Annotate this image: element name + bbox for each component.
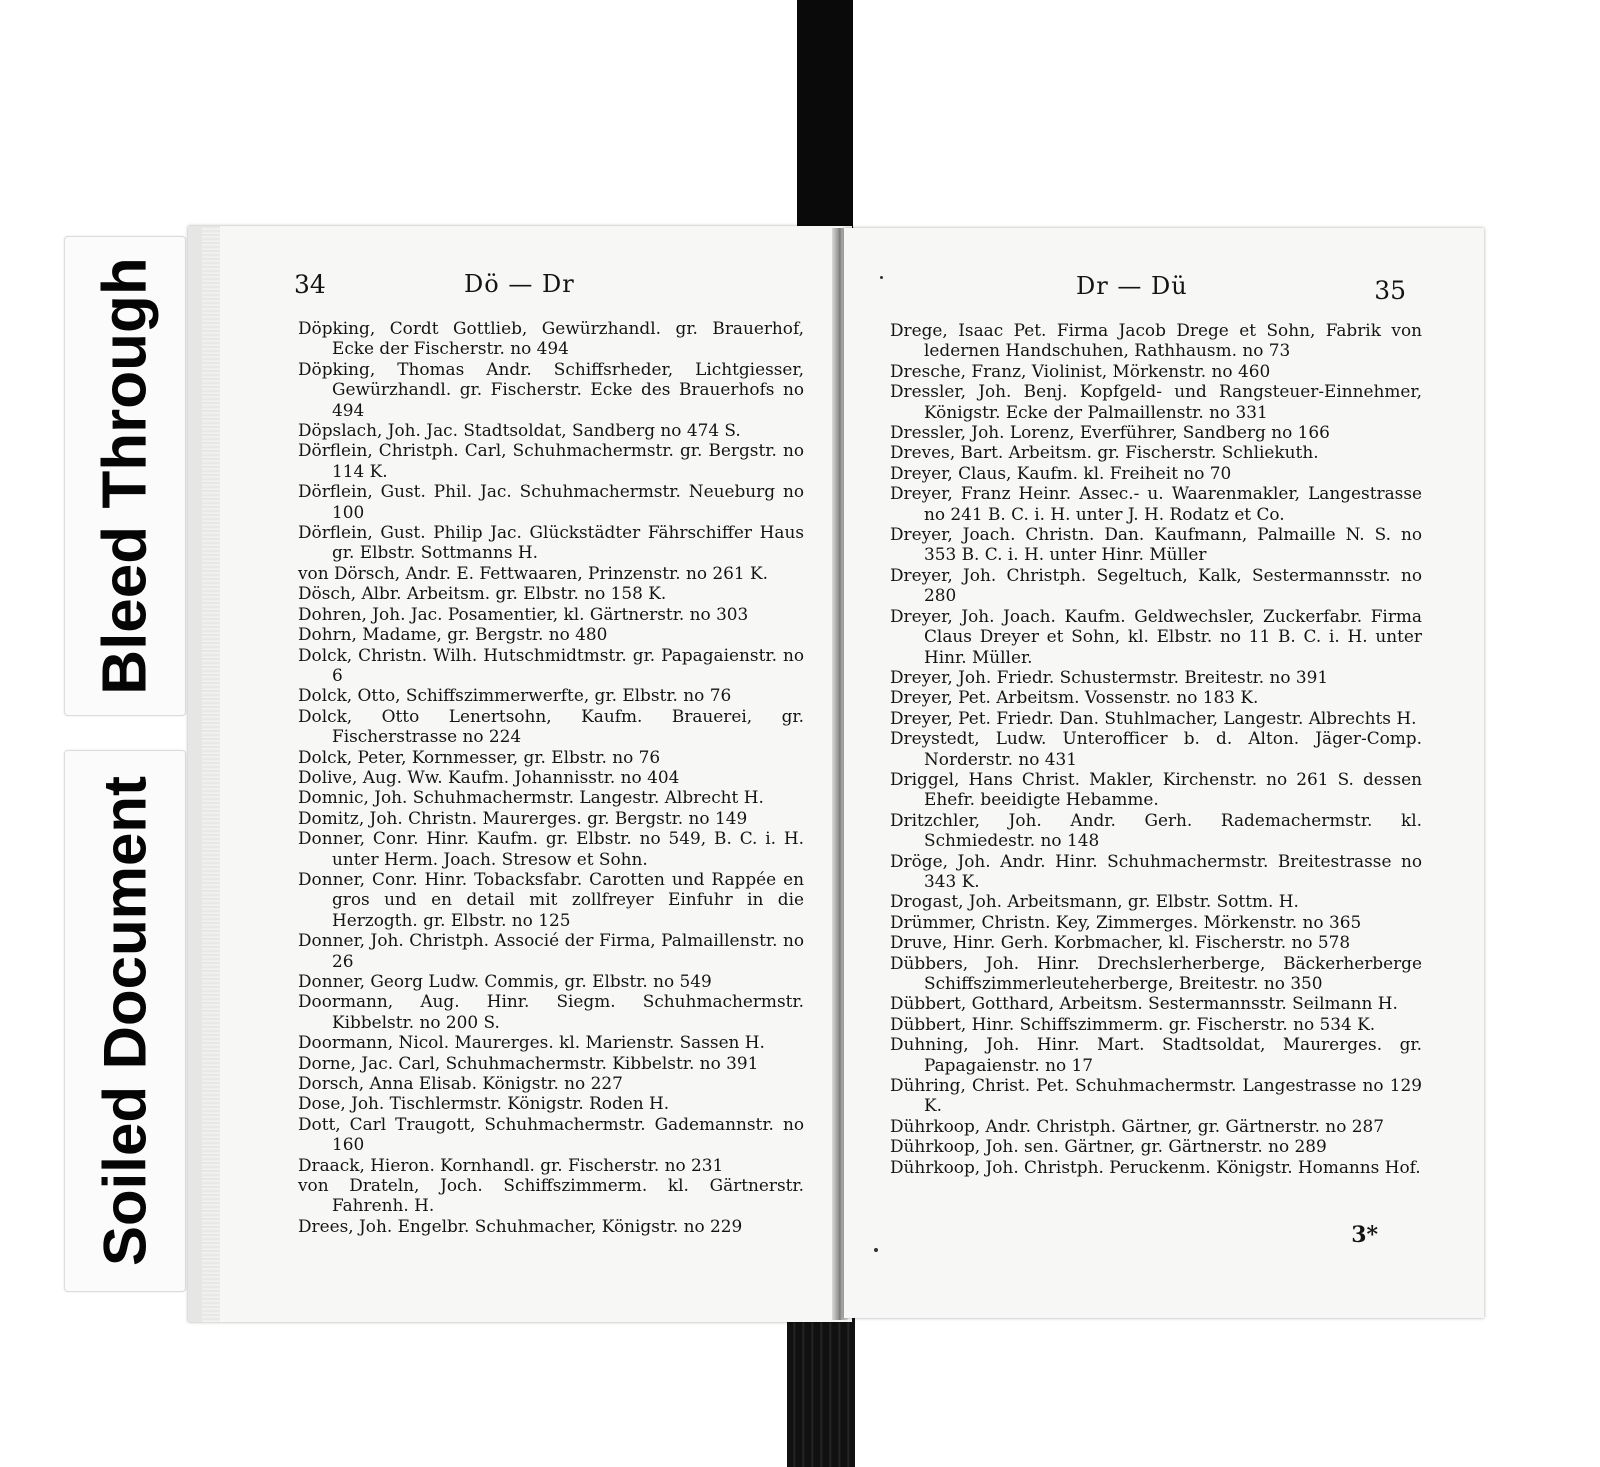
- directory-entry: Dührkoop, Andr. Christph. Gärtner, gr. Gärtnerstr. no 287: [890, 1115, 1384, 1136]
- soiled-document-tab: [64, 750, 186, 1292]
- bleed-through-tab: [64, 236, 186, 716]
- directory-entry: Domnic, Joh. Schuhmachermstr. Langestr. Albrecht H.: [298, 787, 764, 808]
- directory-entry: Draack, Hieron. Kornhandl. gr. Fischerstr. no 231: [298, 1154, 724, 1175]
- right-page: [844, 228, 1484, 1318]
- right-entry-list: [890, 320, 1422, 1177]
- directory-entry: Dübbert, Hinr. Schiffszimmerm. gr. Fischerstr. no 534 K.: [890, 1013, 1376, 1034]
- directory-entry: Dott, Carl Traugott, Schuhmachermstr. Gademannstr. no 160: [298, 1113, 804, 1155]
- directory-entry: Driggel, Hans Christ. Makler, Kirchenstr. no 261 S. dessen Ehefr. beeidigte Hebamme.: [890, 768, 1422, 810]
- directory-entry: Drees, Joh. Engelbr. Schuhmacher, Königstr. no 229: [298, 1215, 743, 1236]
- directory-entry: Döpking, Thomas Andr. Schiffsrheder, Lichtgiesser, Gewürzhandl. gr. Fischerstr. Ecke des Brauerhofs no 494: [298, 358, 804, 420]
- directory-entry: Dreyer, Joh. Friedr. Schustermstr. Breitestr. no 391: [890, 666, 1329, 687]
- directory-entry: Dübbers, Joh. Hinr. Drechslerherberge, Bäckerherberge Schiffszimmerleuteherberge, Breitestr. no 350: [890, 952, 1422, 993]
- right-page-number: 35: [1374, 276, 1406, 305]
- directory-entry: Dolck, Christn. Wilh. Hutschmidtmstr. gr. Papagaienstr. no 6: [298, 644, 804, 685]
- right-running-head: [844, 272, 1484, 308]
- directory-entry: Domitz, Joh. Christn. Maurerges. gr. Bergstr. no 149: [298, 807, 748, 828]
- directory-entry: Donner, Joh. Christph. Associé der Firma, Palmaillenstr. no 26: [298, 930, 804, 971]
- directory-entry: Dreyer, Claus, Kaufm. kl. Freiheit no 70: [890, 462, 1232, 483]
- spine-strap-bottom: [787, 1300, 855, 1467]
- soiled-document-label: Soiled Document: [91, 775, 159, 1267]
- directory-entry: Dreystedt, Ludw. Unterofficer b. d. Alton. Jäger-Comp. Norderstr. no 431: [890, 728, 1422, 769]
- directory-entry: Dose, Joh. Tischlermstr. Königstr. Roden H.: [298, 1093, 670, 1114]
- signature-mark: 3*: [1351, 1222, 1378, 1248]
- directory-entry: Dolive, Aug. Ww. Kaufm. Johannisstr. no 404: [298, 766, 680, 787]
- directory-entry: Dorsch, Anna Elisab. Königstr. no 227: [298, 1073, 623, 1094]
- directory-entry: Dolck, Peter, Kornmesser, gr. Elbstr. no 76: [298, 746, 661, 767]
- directory-entry: Dresche, Franz, Violinist, Mörkenstr. no 460: [890, 360, 1271, 381]
- left-page: [188, 226, 852, 1322]
- directory-entry: Dorne, Jac. Carl, Schuhmachermstr. Kibbelstr. no 391: [298, 1052, 759, 1073]
- directory-entry: Dreyer, Joach. Christn. Dan. Kaufmann, Palmaille N. S. no 353 B. C. i. H. unter Hinr. Müller: [890, 524, 1422, 565]
- directory-entry: Dohrn, Madame, gr. Bergstr. no 480: [298, 624, 608, 645]
- left-page-edge: [202, 226, 220, 1322]
- directory-entry: Dolck, Otto, Schiffszimmerwerfte, gr. Elbstr. no 76: [298, 685, 732, 706]
- right-head-letters: Dr — Dü: [1076, 272, 1188, 300]
- directory-entry: Dörflein, Christph. Carl, Schuhmachermstr. gr. Bergstr. no 114 K.: [298, 440, 804, 481]
- directory-entry: Dröge, Joh. Andr. Hinr. Schuhmachermstr. Breitestrasse no 343 K.: [890, 850, 1422, 891]
- directory-entry: Drege, Isaac Pet. Firma Jacob Drege et Sohn, Fabrik von ledernen Handschuhen, Rathhausm. no 73: [890, 320, 1422, 361]
- directory-entry: Dösch, Albr. Arbeitsm. gr. Elbstr. no 158 K.: [298, 583, 667, 604]
- directory-entry: Dritzchler, Joh. Andr. Gerh. Rademachermstr. kl. Schmiedestr. no 148: [890, 809, 1422, 851]
- directory-entry: Dörflein, Gust. Phil. Jac. Schuhmachermstr. Neueburg no 100: [298, 481, 804, 522]
- directory-entry: Donner, Georg Ludw. Commis, gr. Elbstr. no 549: [298, 971, 712, 991]
- directory-entry: Dreyer, Joh. Christph. Segeltuch, Kalk, Sestermannsstr. no 280: [890, 564, 1422, 606]
- directory-entry: Dressler, Joh. Benj. Kopfgeld- und Rangsteuer-Einnehmer, Königstr. Ecke der Palmaillenstr. no 331: [890, 381, 1422, 422]
- soil-speck: [880, 276, 883, 279]
- directory-entry: von Dörsch, Andr. E. Fettwaaren, Prinzenstr. no 261 K.: [298, 562, 768, 583]
- directory-entry: Donner, Conr. Hinr. Kaufm. gr. Elbstr. no 549, B. C. i. H. unter Herm. Joach. Stresow et Sohn.: [298, 828, 804, 869]
- directory-entry: Doormann, Nicol. Maurerges. kl. Marienstr. Sassen H.: [298, 1032, 765, 1053]
- directory-entry: Dressler, Joh. Lorenz, Everführer, Sandberg no 166: [890, 422, 1330, 443]
- directory-entry: Doormann, Aug. Hinr. Siegm. Schuhmachermstr. Kibbelstr. no 200 S.: [298, 991, 804, 1032]
- directory-entry: Dühring, Christ. Pet. Schuhmachermstr. Langestrasse no 129 K.: [890, 1075, 1422, 1116]
- directory-entry: Duhning, Joh. Hinr. Mart. Stadtsoldat, Maurerges. gr. Papagaienstr. no 17: [890, 1034, 1422, 1075]
- bleed-through-label: Bleed Through: [90, 257, 160, 695]
- directory-entry: Dörflein, Gust. Philip Jac. Glückstädter Fährschiffer Haus gr. Elbstr. Sottmanns H.: [298, 522, 804, 563]
- directory-entry: Dolck, Otto Lenertsohn, Kaufm. Brauerei, gr. Fischerstrasse no 224: [298, 705, 804, 747]
- directory-entry: Dreyer, Pet. Friedr. Dan. Stuhlmacher, Langestr. Albrechts H.: [890, 707, 1417, 728]
- directory-entry: Donner, Conr. Hinr. Tobacksfabr. Carotten und Rappée en gros und en detail mit zollfreyer Einfuhr in die Herzogth. gr. Elbstr. no 125: [298, 868, 804, 930]
- directory-entry: Dreves, Bart. Arbeitsm. gr. Fischerstr. Schliekuth.: [890, 442, 1319, 463]
- spine-strap-top: [797, 0, 853, 240]
- directory-entry: Drümmer, Christn. Key, Zimmerges. Mörkenstr. no 365: [890, 911, 1362, 932]
- directory-entry: Dübbert, Gotthard, Arbeitsm. Sestermannsstr. Seilmann H.: [890, 993, 1398, 1014]
- directory-entry: Dohren, Joh. Jac. Posamentier, kl. Gärtnerstr. no 303: [298, 603, 749, 624]
- directory-entry: Dreyer, Franz Heinr. Assec.- u. Waarenmakler, Langestrasse no 241 B. C. i. H. unter J. H. Rodatz et Co.: [890, 483, 1422, 524]
- directory-entry: Döpslach, Joh. Jac. Stadtsoldat, Sandberg no 474 S.: [298, 420, 741, 441]
- directory-entry: Dührkoop, Joh. Christph. Peruckenm. Königstr. Homanns Hof.: [890, 1156, 1421, 1177]
- left-running-head: [202, 270, 852, 306]
- directory-entry: Dreyer, Pet. Arbeitsm. Vossenstr. no 183 K.: [890, 687, 1259, 708]
- directory-entry: Drogast, Joh. Arbeitsmann, gr. Elbstr. Sottm. H.: [890, 891, 1299, 912]
- left-page-number: 34: [294, 270, 326, 299]
- left-head-letters: Dö — Dr: [464, 270, 575, 298]
- directory-entry: Dreyer, Joh. Joach. Kaufm. Geldwechsler, Zuckerfabr. Firma Claus Dreyer et Sohn, kl. Elbstr. no 11 B. C. i. H. unter Hinr. Müller.: [890, 605, 1422, 667]
- directory-entry: Dührkoop, Joh. sen. Gärtner, gr. Gärtnerstr. no 289: [890, 1136, 1327, 1157]
- soil-speck: [874, 1248, 878, 1252]
- left-entry-list: [298, 318, 804, 1236]
- directory-entry: Druve, Hinr. Gerh. Korbmacher, kl. Fischerstr. no 578: [890, 932, 1351, 953]
- directory-entry: von Drateln, Joch. Schiffszimmerm. kl. Gärtnerstr. Fahrenh. H.: [298, 1175, 804, 1216]
- directory-entry: Döpking, Cordt Gottlieb, Gewürzhandl. gr. Brauerhof, Ecke der Fischerstr. no 494: [298, 318, 804, 359]
